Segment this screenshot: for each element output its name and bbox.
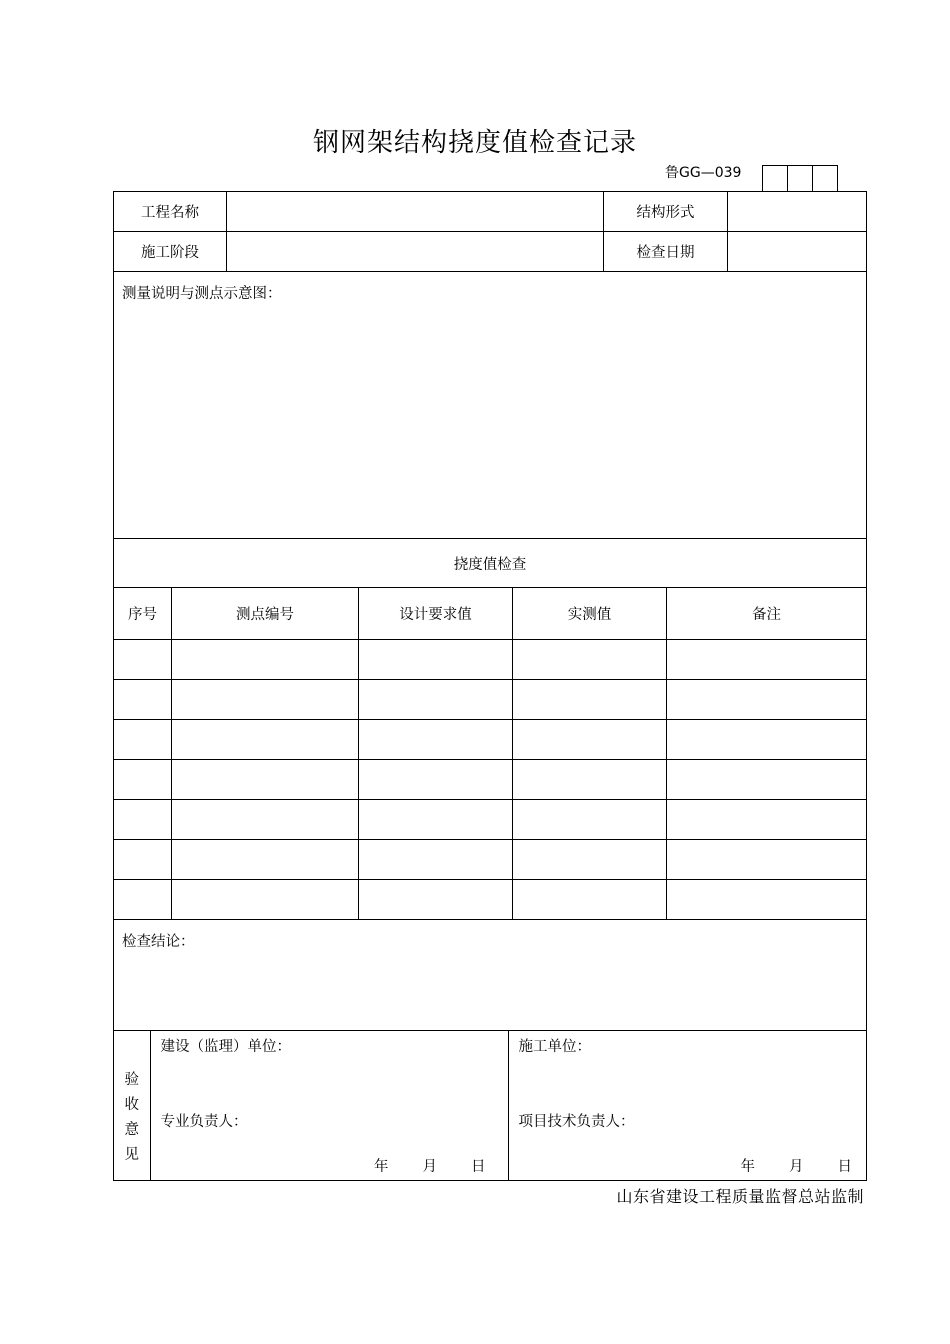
- structure-form-field[interactable]: [728, 192, 867, 232]
- cell-measured-value[interactable]: [513, 760, 667, 800]
- cell-design-value[interactable]: [359, 840, 513, 880]
- cell-seq[interactable]: [114, 760, 172, 800]
- col-header-point-id: 测点编号: [172, 588, 359, 640]
- cell-remarks[interactable]: [667, 720, 867, 760]
- cell-measured-value[interactable]: [513, 880, 667, 920]
- supervision-date: [374, 1155, 486, 1176]
- year-label: 年: [740, 1159, 756, 1175]
- footer-issuer: 山东省建设工程质量监督总站监制: [616, 1187, 864, 1206]
- number-box[interactable]: [813, 166, 837, 191]
- cell-design-value[interactable]: [359, 800, 513, 840]
- col-header-measured-value: 实测值: [513, 588, 667, 640]
- cell-remarks[interactable]: [667, 680, 867, 720]
- cell-measured-value[interactable]: [513, 640, 667, 680]
- cell-remarks[interactable]: [667, 800, 867, 840]
- inspection-form: [113, 191, 867, 1181]
- cell-point-id[interactable]: [172, 760, 359, 800]
- tech-lead-label: 项目技术负责人：: [518, 1114, 635, 1130]
- number-box[interactable]: [788, 166, 813, 191]
- table-row: [114, 800, 867, 840]
- form-code: 鲁GG—039: [665, 165, 742, 181]
- construction-stage-field[interactable]: [227, 232, 604, 272]
- cell-remarks[interactable]: [667, 640, 867, 680]
- cell-point-id[interactable]: [172, 800, 359, 840]
- cell-design-value[interactable]: [359, 640, 513, 680]
- cell-measured-value[interactable]: [513, 680, 667, 720]
- cell-design-value[interactable]: [359, 720, 513, 760]
- acceptance-char: 见: [124, 1146, 139, 1163]
- cell-point-id[interactable]: [172, 680, 359, 720]
- acceptance-table: [114, 1031, 866, 1180]
- cell-seq[interactable]: [114, 880, 172, 920]
- cell-remarks[interactable]: [667, 840, 867, 880]
- cell-design-value[interactable]: [359, 680, 513, 720]
- construction-date: [741, 1155, 853, 1176]
- acceptance-section: [114, 1031, 867, 1181]
- supervision-unit-cell[interactable]: [150, 1031, 508, 1180]
- day-label: 日: [471, 1159, 486, 1175]
- number-box[interactable]: [763, 166, 788, 191]
- cell-seq[interactable]: [114, 840, 172, 880]
- acceptance-char: 收: [124, 1096, 139, 1113]
- cell-measured-value[interactable]: [513, 800, 667, 840]
- table-row: [114, 720, 867, 760]
- form-number-boxes: [762, 165, 838, 191]
- cell-point-id[interactable]: [172, 640, 359, 680]
- acceptance-char: 验: [124, 1071, 139, 1088]
- construction-stage-label: 施工阶段: [114, 232, 227, 272]
- project-name-field[interactable]: [227, 192, 604, 232]
- cell-seq[interactable]: [114, 720, 172, 760]
- cell-point-id[interactable]: [172, 840, 359, 880]
- cell-seq[interactable]: [114, 640, 172, 680]
- cell-remarks[interactable]: [667, 760, 867, 800]
- project-name-label: 工程名称: [114, 192, 227, 232]
- acceptance-char: 意: [124, 1121, 139, 1138]
- measurement-note-area[interactable]: [114, 272, 867, 539]
- acceptance-label: [114, 1031, 150, 1180]
- inspection-date-label: 检查日期: [604, 232, 728, 272]
- table-row: [114, 680, 867, 720]
- year-label: 年: [374, 1159, 389, 1175]
- month-label: 月: [422, 1159, 437, 1175]
- col-header-seq: 序号: [114, 588, 172, 640]
- cell-design-value[interactable]: [359, 880, 513, 920]
- structure-form-label: 结构形式: [604, 192, 728, 232]
- conclusion-area[interactable]: [114, 920, 867, 1031]
- cell-seq[interactable]: [114, 800, 172, 840]
- specialist-label: 专业负责人：: [160, 1114, 248, 1130]
- table-row: [114, 640, 867, 680]
- month-label: 月: [789, 1159, 804, 1175]
- col-header-remarks: 备注: [667, 588, 867, 640]
- construction-unit-cell[interactable]: [508, 1031, 866, 1180]
- table-row: [114, 880, 867, 920]
- table-row: [114, 760, 867, 800]
- cell-point-id[interactable]: [172, 880, 359, 920]
- cell-remarks[interactable]: [667, 880, 867, 920]
- cell-design-value[interactable]: [359, 760, 513, 800]
- conclusion-label: 检查结论：: [122, 934, 195, 950]
- cell-measured-value[interactable]: [513, 840, 667, 880]
- col-header-design-value: 设计要求值: [359, 588, 513, 640]
- deflection-section-title: 挠度值检查: [114, 539, 867, 588]
- supervision-unit-label: 建设（监理）单位：: [160, 1039, 291, 1055]
- construction-unit-label: 施工单位：: [518, 1039, 591, 1055]
- measurement-note-label: 测量说明与测点示意图：: [122, 286, 282, 302]
- cell-point-id[interactable]: [172, 720, 359, 760]
- table-row: [114, 840, 867, 880]
- cell-measured-value[interactable]: [513, 720, 667, 760]
- cell-seq[interactable]: [114, 680, 172, 720]
- page-title: 钢网架结构挠度值检查记录: [312, 128, 637, 158]
- inspection-date-field[interactable]: [728, 232, 867, 272]
- day-label: 日: [837, 1159, 853, 1175]
